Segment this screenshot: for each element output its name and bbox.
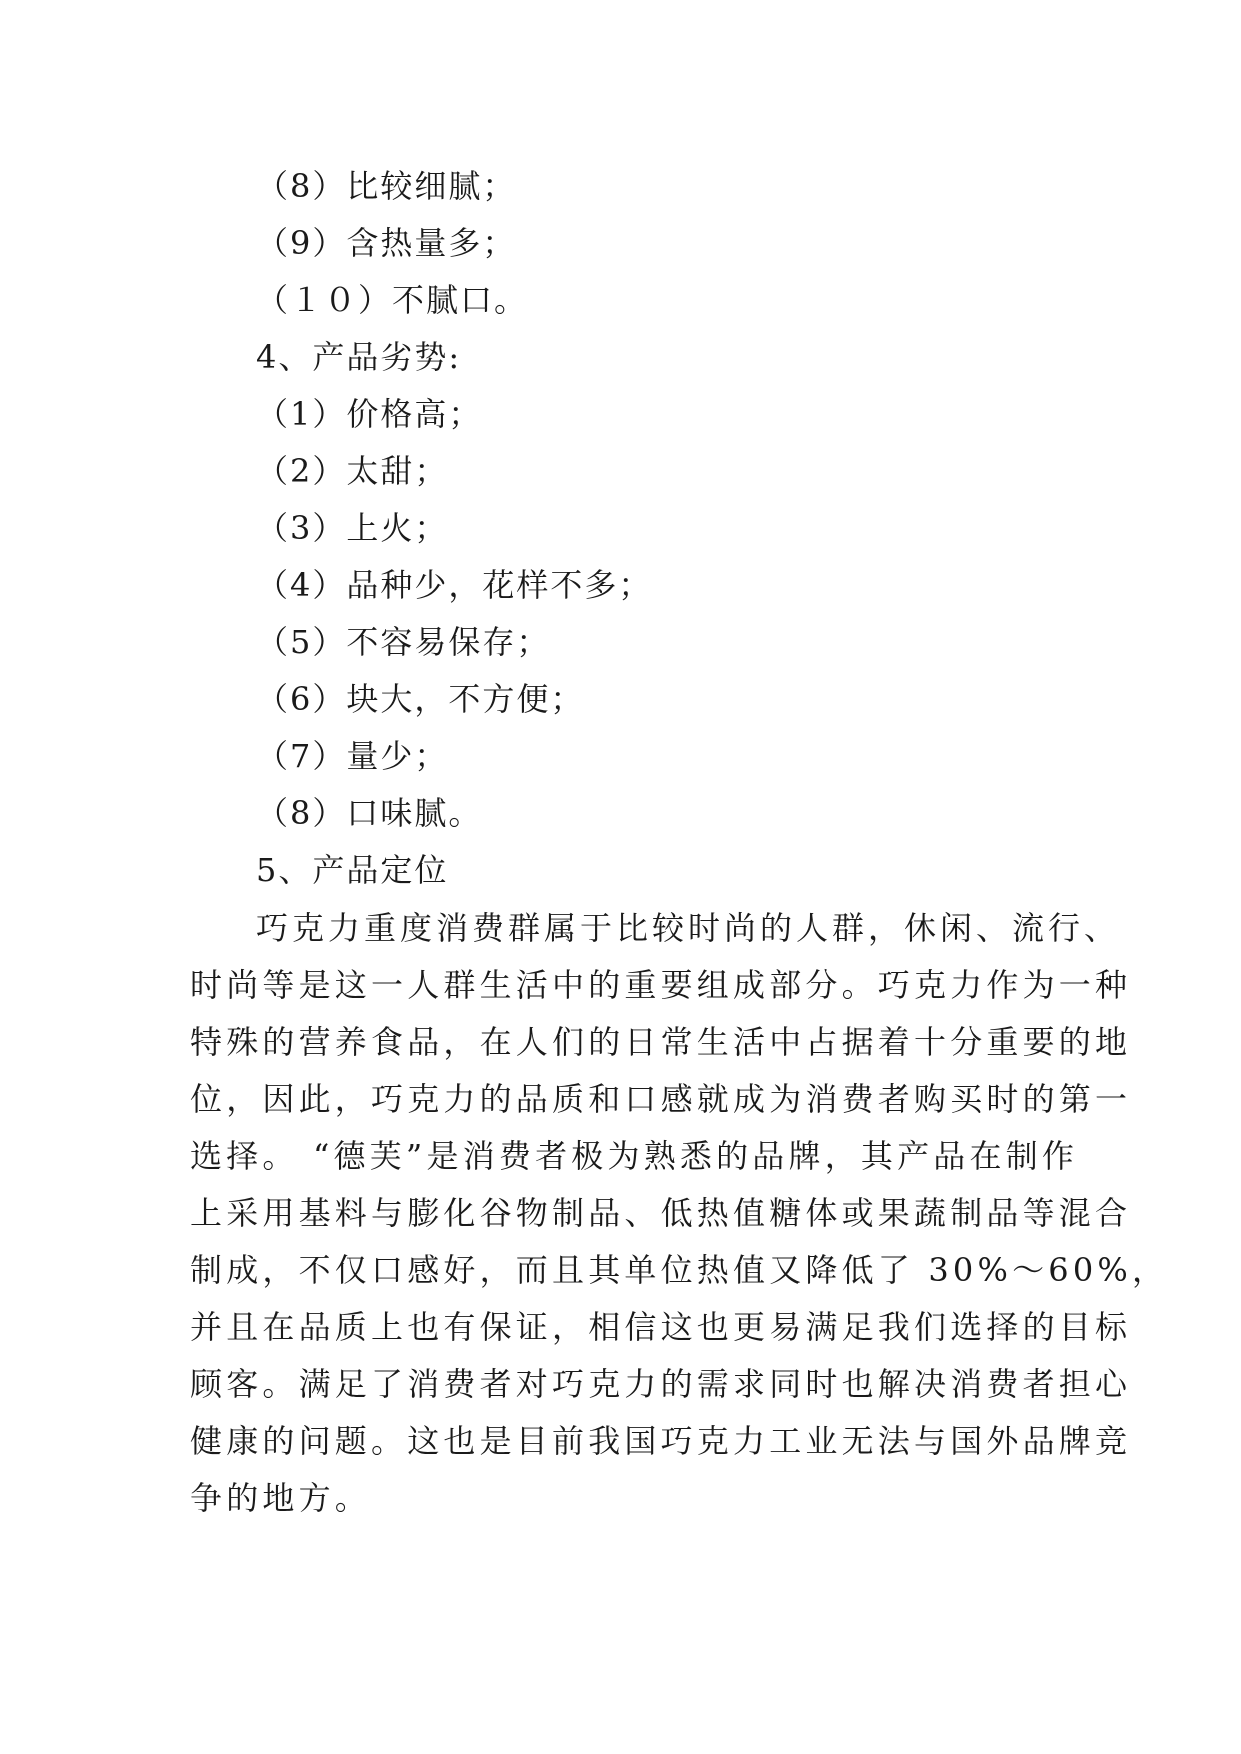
disadvantage-item-3: （3）上火； [256, 509, 449, 547]
paragraph-line: 特殊的营养食品，在人们的日常生活中占据着十分重要的地 [190, 1023, 1132, 1061]
disadvantage-item-4: （4）品种少，花样不多； [256, 566, 653, 604]
paragraph-line: 位，因此，巧克力的品质和口感就成为消费者购买时的第一 [190, 1080, 1132, 1118]
section-heading-positioning: 5、产品定位 [256, 851, 449, 889]
disadvantage-item-1: （1）价格高； [256, 395, 483, 433]
paragraph-line: 健康的问题。这也是目前我国巧克力工业无法与国外品牌竞 [190, 1422, 1132, 1460]
advantage-item-8: （8）比较细腻； [256, 167, 517, 205]
disadvantage-item-5: （5）不容易保存； [256, 623, 551, 661]
paragraph-line: 时尚等是这一人群生活中的重要组成部分。巧克力作为一种 [190, 966, 1132, 1004]
paragraph-line: 争的地方。 [190, 1479, 372, 1517]
paragraph-line: 顾客。满足了消费者对巧克力的需求同时也解决消费者担心 [190, 1365, 1132, 1403]
disadvantage-item-7: （7）量少； [256, 737, 449, 775]
advantage-item-9: （9）含热量多； [256, 224, 517, 262]
section-heading-disadvantages: 4、产品劣势: [256, 338, 462, 376]
disadvantage-item-8: （8）口味腻。 [256, 794, 483, 832]
disadvantage-item-6: （6）块大，不方便； [256, 680, 585, 718]
advantage-item-10: （１０）不腻口。 [256, 281, 529, 319]
paragraph-line: 选择。 “德芙”是消费者极为熟悉的品牌，其产品在制作 [190, 1137, 1079, 1175]
paragraph-line: 并且在品质上也有保证，相信这也更易满足我们选择的目标 [190, 1308, 1132, 1346]
paragraph-line: 制成，不仅口感好，而且其单位热值又降低了 30%～60%， [190, 1251, 1169, 1289]
paragraph-line: 上采用基料与膨化谷物制品、低热值糖体或果蔬制品等混合 [190, 1194, 1132, 1232]
disadvantage-item-2: （2）太甜； [256, 452, 449, 490]
paragraph-line: 巧克力重度消费群属于比较时尚的人群，休闲、流行、 [256, 909, 1121, 947]
